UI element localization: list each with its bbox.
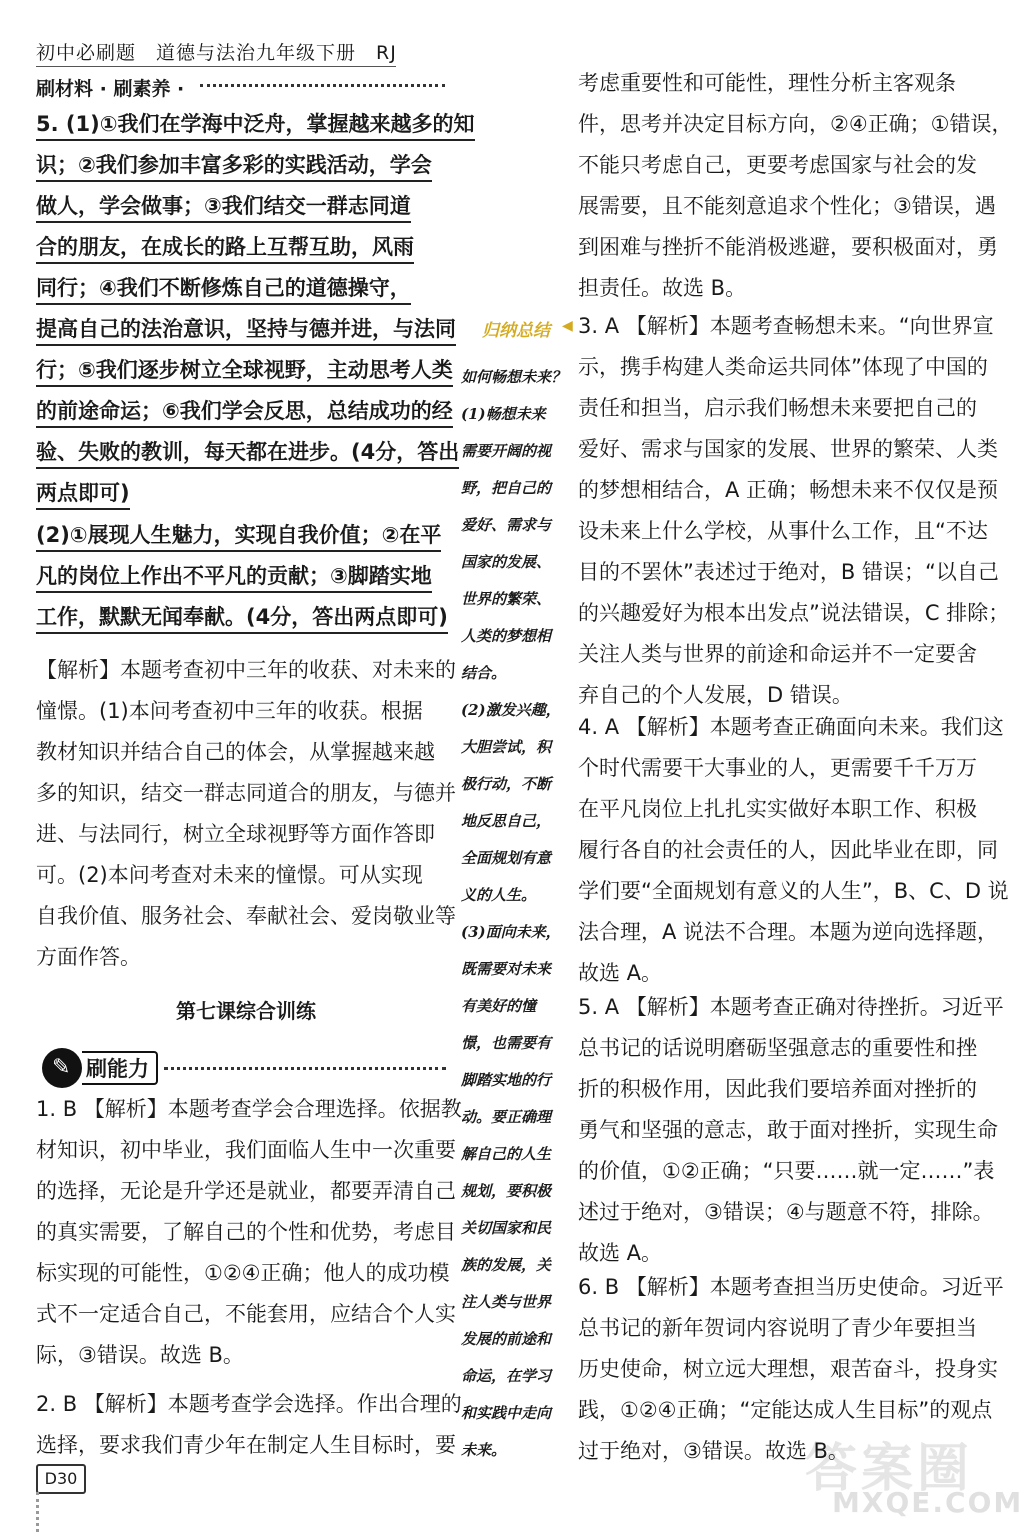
q2-cont-line: 不能只考虑自己，更要考虑国家与社会的发 [578,153,977,177]
summary-line: (3)面向未来， [461,923,561,941]
q3-line: 的梦想相结合，A 正确；畅想未来不仅仅是预 [578,478,999,502]
q3-line: 弃自己的个人发展，D 错误。 [578,683,853,707]
q6-line: 践，①②④正确；“定能达成人生目标”的观点 [578,1398,993,1422]
book-series-title: 初中必刷题 道德与法治九年级下册 RJ [36,42,397,64]
arrow-left-icon: ◀ [562,318,573,334]
q5-choice-line: 述过于绝对，③错误；④与题意不符，排除。 [578,1200,994,1224]
q6-line: 过于绝对，③错误。故选 B。 [578,1439,849,1463]
summary-line: 结合。 [461,664,507,682]
q5-answer-line: 提高自己的法治意识，坚持与德并进，与法同 [36,314,456,346]
q4-line: 法合理，A 说法不合理。本题为逆向选择题， [578,920,999,944]
q5-analysis-line: 进、与法同行，树立全球视野等方面作答即 [36,822,435,846]
summary-line: (2)激发兴趣， [461,701,561,719]
summary-line: 和实践中走向 [461,1404,552,1422]
q1-line: 的真实需要，了解自己的个性和优势，考虑目 [36,1220,456,1244]
q5-answer-line: 行；⑤我们逐步树立全球视野，主动思考人类 [36,355,453,387]
q4-line: 故选 A。 [578,961,663,985]
summary-line: 野，把自己的 [461,479,552,497]
summary-line: 族的发展，关 [461,1256,552,1274]
q2-cont-line: 展需要，且不能刻意追求个性化；③错误，遇 [578,194,996,218]
q3-line: 示，携手构建人类命运共同体”体现了中国的 [578,355,988,379]
q6-line: 6. B 【解析】本题考查担当历史使命。习近平 [578,1275,1004,1299]
q5-answer-line: 识；②我们参加丰富多彩的实践活动，学会 [36,150,432,182]
q3-line: 3. A 【解析】本题考查畅想未来。“向世界宣 [578,314,994,338]
summary-line: 规划，要积极 [461,1182,552,1200]
q5-answer-line: 两点即可) [36,478,130,510]
q1-line: 式不一定适合自己，不能套用，应结合个人实 [36,1302,456,1326]
practice-badge-label: 刷能力 [86,1057,149,1081]
summary-line: 义的人生。 [461,886,537,904]
q5-choice-line: 折的积极作用，因此我们要培养面对挫折的 [578,1077,977,1101]
q5-answer-line: 工作，默默无闻奉献。(4分，答出两点即可) [36,602,448,634]
q5-choice-line: 5. A 【解析】本题考查正确对待挫折。习近平 [578,995,1004,1019]
watermark-url: MXQE.COM [832,1486,1023,1519]
lesson-title: 第七课综合训练 [176,999,316,1023]
summary-line: 憬，也需要有 [461,1034,552,1052]
summary-line: 爱好、需求与 [461,516,552,534]
q2-cont-line: 考虑重要性和可能性，理性分析主客观条 [578,71,956,95]
q3-line: 责任和担当，启示我们畅想未来要把自己的 [578,396,977,420]
q2-cont-line: 担责任。故选 B。 [578,276,747,300]
q1-line: 际，③错误。故选 B。 [36,1343,244,1367]
q5-answer-line: 同行；④我们不断修炼自己的道德操守， [36,273,411,305]
q4-line: 履行各自的社会责任的人，因此毕业在即，同 [578,838,998,862]
summary-line: 人类的梦想相 [461,627,552,645]
q4-line: 4. A 【解析】本题考查正确面向未来。我们这 [578,715,1004,739]
q5-analysis-line: 方面作答。 [36,945,141,969]
summary-line: 注人类与世界 [461,1293,552,1311]
pencil-icon: ✎ [52,1055,71,1080]
q2-line: 选择，要求我们青少年在制定人生目标时，要 [36,1433,456,1457]
summary-line: 发展的前途和 [461,1330,552,1348]
q5-answer-line: 5. (1)①我们在学海中泛舟，掌握越来越多的知 [36,109,475,141]
section-dotted-rule [200,84,445,87]
practice-dotted-rule [164,1067,446,1070]
summary-line: 世界的繁荣、 [461,590,552,608]
q3-line: 设未来上什么学校，从事什么工作，且“不达 [578,519,988,543]
q1-line: 的选择，无论是升学还是就业，都要弄清自己 [36,1179,456,1203]
summary-line: 关切国家和民 [461,1219,552,1237]
q5-answer-line: (2)①展现人生魅力，实现自我价值；②在平 [36,520,441,552]
q5-answer-line: 凡的岗位上作出不平凡的贡献；③脚踏实地 [36,561,432,593]
q3-line: 的兴趣爱好为根本出发点”说法错误，C 排除； [578,601,1010,625]
summary-line: 未来。 [461,1441,507,1459]
q2-cont-line: 到困难与挫折不能消极逃避，要积极面对，勇 [578,235,998,259]
summary-line: 如何畅想未来？ [461,368,567,386]
q3-line: 爱好、需求与国家的发展、世界的繁荣、人类 [578,437,998,461]
q5-analysis-line: 自我价值、服务社会、奉献社会、爱岗敬业等 [36,904,456,928]
q5-analysis-line: 教材知识并结合自己的体会，从掌握越来越 [36,740,435,764]
q5-choice-line: 的价值，①②正确；“只要……就一定……”表 [578,1159,995,1183]
page-edge-dots [36,1492,47,1532]
header-rule [36,66,396,67]
q1-line: 材知识，初中毕业，我们面临人生中一次重要 [36,1138,456,1162]
q5-answer-line: 合的朋友，在成长的路上互帮互助，风雨 [36,232,414,264]
q2-line: 2. B 【解析】本题考查学会选择。作出合理的 [36,1392,462,1416]
q2-cont-line: 件，思考并决定目标方向，②④正确；①错误， [578,112,1013,136]
summary-line: 有美好的憧 [461,997,537,1015]
summary-line: 动。要正确理 [461,1108,552,1126]
section-label: 刷材料 · 刷素养 · [36,78,185,100]
q5-analysis-line: 多的知识，结交一群志同道合的朋友，与德并 [36,781,456,805]
q5-answer-line: 验、失败的教训，每天都在进步。(4分，答出 [36,437,459,469]
q3-line: 关注人类与世界的前途和命运并不一定要舍 [578,642,977,666]
summary-line: 大胆尝试，积 [461,738,552,756]
q5-choice-line: 勇气和坚强的意志，敢于面对挫折，实现生命 [578,1118,998,1142]
q6-line: 历史使命，树立远大理想，艰苦奋斗，投身实 [578,1357,998,1381]
q6-line: 总书记的新年贺词内容说明了青少年要担当 [578,1316,977,1340]
summary-line: 解自己的人生 [461,1145,552,1163]
q3-line: 目的不罢休”表述过于绝对，B 错误；“以自己 [578,560,999,584]
q5-analysis-line: 憧憬。(1)本问考查初中三年的收获。根据 [36,699,423,723]
summary-line: (1)畅想未来 [461,405,546,423]
q5-choice-line: 总书记的话说明磨砺坚强意志的重要性和挫 [578,1036,977,1060]
summary-tag: 归纳总结 [482,321,550,341]
page-number: D30 [36,1464,86,1494]
summary-line: 全面规划有意 [461,849,552,867]
q5-choice-line: 故选 A。 [578,1241,663,1265]
q5-analysis-line: 可。(2)本问考查对未来的憧憬。可从实现 [36,863,423,887]
summary-line: 脚踏实地的行 [461,1071,552,1089]
summary-line: 既需要对未来 [461,960,552,978]
summary-line: 地反思自己， [461,812,552,830]
watermark-logo: 答案圈 [805,1439,974,1499]
q4-line: 个时代需要干大事业的人，更需要千千万万 [578,756,977,780]
q5-answer-line: 做人，学会做事；③我们结交一群志同道 [36,191,411,223]
q4-line: 在平凡岗位上扎扎实实做好本职工作、积极 [578,797,977,821]
q5-analysis-line: 【解析】本题考查初中三年的收获、对未来的 [36,658,456,682]
summary-line: 国家的发展、 [461,553,552,571]
q1-line: 标实现的可能性，①②④正确；他人的成功模 [36,1261,450,1285]
q4-line: 学们要“全面规划有意义的人生”，B、C、D 说 [578,879,1009,903]
summary-line: 需要开阔的视 [461,442,552,460]
q5-answer-line: 的前途命运；⑥我们学会反思，总结成功的经 [36,396,453,428]
summary-line: 命运，在学习 [461,1367,552,1385]
q1-line: 1. B 【解析】本题考查学会合理选择。依据教 [36,1097,462,1121]
summary-line: 极行动，不断 [461,775,552,793]
